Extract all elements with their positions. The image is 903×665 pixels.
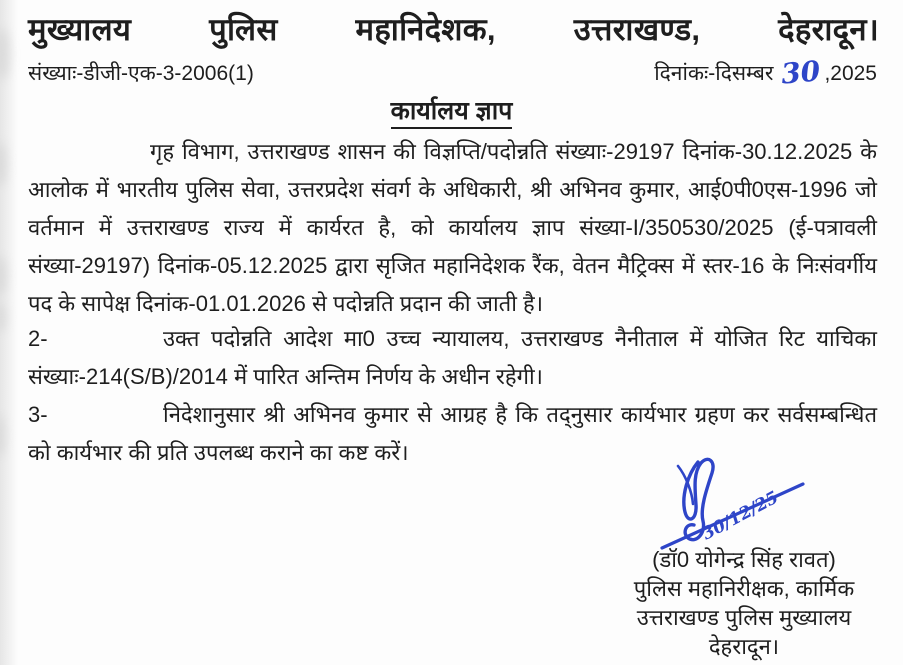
date-year: ,2025	[824, 62, 877, 85]
paragraph-2-number: 2-	[28, 326, 48, 351]
date-line	[654, 54, 877, 91]
signature-date: 30/12/25	[698, 487, 782, 545]
document-title-text: कार्यालय ज्ञाप	[391, 97, 513, 129]
paragraph-1	[28, 133, 877, 323]
signatory-office: उत्तराखण्ड पुलिस मुख्यालय	[636, 605, 852, 630]
paragraph-3-number: 3-	[28, 402, 48, 427]
signatory-block	[585, 545, 903, 661]
letterhead-title: मुख्यालय पुलिस महानिदेशक, उत्तराखण्ड, देहरादून।	[28, 12, 879, 47]
paragraph-3-text: निदेशानुसार श्री अभिनव कुमार से आग्रह है कि तद्नुसार कार्यभार ग्रहण कर सर्वसम्बन्धित को कार्यभार की प्रति उपलब्ध कराने का कष्ट करें।	[28, 402, 877, 465]
signatory-designation: पुलिस महानिरीक्षक, कार्मिक	[633, 576, 855, 601]
signatory-name: (डॉ0 योगेन्द्र सिंह रावत)	[652, 547, 836, 572]
reference-number: संख्याः-डीजी-एक-3-2006(1)	[28, 62, 254, 85]
date-label: दिनांकः-दिसम्बर	[654, 62, 774, 85]
document-title	[0, 93, 903, 127]
paragraph-1-text: गृह विभाग, उत्तराखण्ड शासन की विज्ञप्ति/पदोन्नति संख्याः-29197 दिनांक-30.12.2025 के आलोक में भारतीय पुलिस सेवा, उत्तरप्रदेश संवर्ग के अधिकारी, श्री अभिनव कुमार, आई0पी0एस-1996 जो वर्तमान में उत्तराखण्ड राज्य में कार्यरत है, को कार्यालय ज्ञाप संख्या-I/350530/2025 (ई-पत्रावली संख्या-29197) दिनांक-05.12.2025 द्वारा सृजित महानिदेशक रैंक, वेतन मैट्रिक्स में स्तर-16 के निःसंवर्गीय पद के सापेक्ष दिनांक-01.01.2026 से पदोन्नति प्रदान की जाती है।	[28, 139, 877, 316]
reference-line	[28, 54, 877, 91]
paragraph-2-text: उक्त पदोन्नति आदेश मा0 उच्च न्यायालय, उत्तराखण्ड नैनीताल में योजित रिट याचिका संख्याः-214(S/B)/2014 में पारित अन्तिम निर्णय के अधीन रहेगी।	[28, 326, 877, 389]
handwritten-day: 30	[780, 54, 822, 91]
signatory-place: देहरादून।	[708, 634, 780, 659]
paragraph-2	[28, 320, 877, 396]
